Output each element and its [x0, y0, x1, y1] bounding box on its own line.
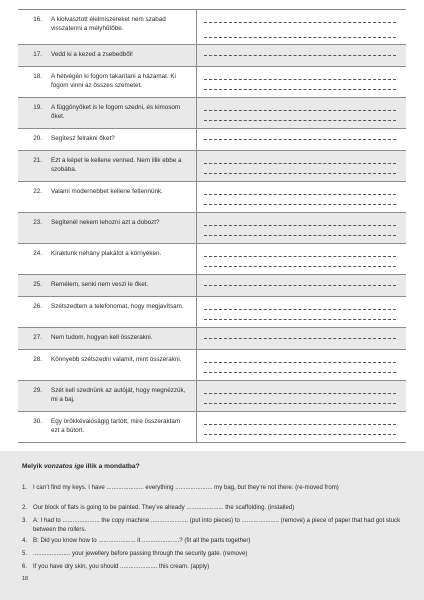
- answer-line[interactable]: [204, 120, 396, 121]
- answer-line[interactable]: [204, 338, 396, 339]
- column-divider: [196, 45, 197, 66]
- column-divider: [196, 129, 197, 150]
- row-sentence: Szétszedtem a telefonomat, hogy megjavítsam.: [51, 303, 184, 310]
- column-divider: [196, 10, 197, 44]
- row-sentence: A hétvégén ki fogom takarítani a házamat. Ki fogom vinni az összes szemetet.: [51, 73, 176, 89]
- exercise-item-number: 2.: [22, 504, 28, 511]
- row-number: 28.: [33, 356, 42, 363]
- answer-line[interactable]: [204, 89, 396, 90]
- table-row: [18, 151, 406, 182]
- row-number: 22.: [33, 188, 42, 195]
- answer-line[interactable]: [204, 194, 396, 195]
- exercise-title-start: Melyik: [22, 463, 44, 470]
- row-sentence: Remélem, senki nem veszi le őket.: [51, 281, 149, 288]
- answer-line[interactable]: [204, 55, 396, 56]
- answer-line[interactable]: [204, 309, 396, 310]
- answer-line[interactable]: [204, 319, 396, 320]
- exercise-item-number: 6.: [22, 563, 28, 570]
- row-sentence: Könnyebb szétszedni valamit, mint összerakni.: [51, 356, 182, 363]
- row-sentence: Segítenél nekem lehozni azt a dobozt?: [51, 219, 160, 226]
- row-number: 17.: [33, 51, 42, 58]
- sentence-table: [18, 9, 406, 443]
- exercise-item-number: 5.: [22, 550, 28, 557]
- column-divider: [196, 350, 197, 380]
- page-number: 18: [22, 576, 28, 582]
- exercise-title: [22, 463, 140, 470]
- answer-line[interactable]: [204, 110, 396, 111]
- row-number: 18.: [33, 73, 42, 80]
- row-number: 23.: [33, 219, 42, 226]
- column-divider: [196, 328, 197, 349]
- exercise-item-number: 3.: [22, 517, 28, 524]
- table-row: [18, 381, 406, 412]
- table-row: [18, 182, 406, 213]
- row-number: 19.: [33, 104, 42, 111]
- answer-line[interactable]: [204, 22, 396, 23]
- row-number: 25.: [33, 281, 42, 288]
- table-row: [18, 98, 406, 129]
- exercise-item-number: 4.: [22, 537, 28, 544]
- row-sentence: Nem tudom, hogyan kell összerakni.: [51, 334, 153, 341]
- exercise-item-text: B: Did you know how to ...................... it ......................? (fit all the parts together): [33, 537, 251, 544]
- exercise-title-emphasis: vonzatos ige: [44, 463, 84, 470]
- exercise-item-text: Our block of flats is going to be painted. They’ve already ...................... the scaffolding. (installed): [33, 504, 295, 511]
- row-sentence: Kiraktunk néhány plakátot a környéken.: [51, 250, 162, 257]
- row-number: 20.: [33, 135, 42, 142]
- table-row: [18, 328, 406, 350]
- table-row: [18, 45, 406, 67]
- answer-line[interactable]: [204, 434, 396, 435]
- row-number: 27.: [33, 334, 42, 341]
- table-row: [18, 297, 406, 328]
- answer-line[interactable]: [204, 285, 396, 286]
- row-sentence: Segítesz felrakni őket?: [51, 135, 115, 142]
- answer-line[interactable]: [204, 362, 396, 363]
- column-divider: [196, 412, 197, 442]
- row-number: 30.: [33, 418, 42, 425]
- answer-line[interactable]: [204, 204, 396, 205]
- exercise-item-text: If you have dry skin, you should ...................... this cream. (apply): [33, 563, 210, 570]
- column-divider: [196, 182, 197, 212]
- answer-line[interactable]: [204, 173, 396, 174]
- table-row: [18, 275, 406, 297]
- column-divider: [196, 98, 197, 128]
- column-divider: [196, 275, 197, 296]
- table-row: [18, 67, 406, 98]
- column-divider: [196, 381, 197, 411]
- table-row: [18, 129, 406, 151]
- exercise-box: [0, 451, 424, 600]
- exercise-item-text: A: I had to ...................... the copy machine ...................... (put into pieces) to ...................... (remove) a piece of paper that had got stuck between the rollers.: [33, 517, 401, 534]
- row-sentence: Vedd ki a kezed a zsebedből!: [51, 51, 133, 58]
- row-sentence: Valami modernebbet kellene feltennünk.: [51, 188, 163, 195]
- row-sentence: A kiolvasztott élelmiszereket nem szabad visszatenni a mélyhűtőbe.: [51, 16, 166, 32]
- answer-line[interactable]: [204, 266, 396, 267]
- column-divider: [196, 244, 197, 274]
- table-row: [18, 213, 406, 244]
- table-row: [18, 350, 406, 381]
- row-sentence: A függönyöket is le fogom szedni, és kimosom őket.: [51, 104, 181, 120]
- answer-line[interactable]: [204, 163, 396, 164]
- exercise-item-text: I can’t find my keys. I have ...................... everything ...................... my bag, but they’re not there. (re-moved from): [33, 484, 339, 491]
- row-number: 24.: [33, 250, 42, 257]
- row-sentence: Ezt a képet le kellene venned. Nem illik ebbe a szobába.: [51, 157, 182, 173]
- row-number: 29.: [33, 387, 42, 394]
- column-divider: [196, 67, 197, 97]
- table-row: [18, 9, 406, 45]
- answer-line[interactable]: [204, 139, 396, 140]
- answer-line[interactable]: [204, 37, 396, 38]
- column-divider: [196, 297, 197, 327]
- exercise-title-end: illik a mondatba?: [83, 463, 140, 470]
- exercise-item-text: ...................... your jewellery before passing through the security gate. (remove): [33, 550, 248, 557]
- row-number: 16.: [33, 16, 42, 23]
- answer-line[interactable]: [204, 403, 396, 404]
- row-number: 26.: [33, 303, 42, 310]
- answer-line[interactable]: [204, 372, 396, 373]
- answer-line[interactable]: [204, 393, 396, 394]
- table-row: [18, 412, 406, 443]
- row-number: 21.: [33, 157, 42, 164]
- answer-line[interactable]: [204, 225, 396, 226]
- row-sentence: Egy örökkévalóságig tartott, mire összeraktam ezt a bútort.: [51, 418, 181, 434]
- answer-line[interactable]: [204, 256, 396, 257]
- answer-line[interactable]: [204, 424, 396, 425]
- column-divider: [196, 151, 197, 181]
- answer-line[interactable]: [204, 79, 396, 80]
- exercise-item-number: 1.: [22, 484, 28, 491]
- row-sentence: Szét kell szednünk az autóját, hogy megnézzük, mi a baj.: [51, 387, 186, 403]
- column-divider: [196, 213, 197, 243]
- table-row: [18, 244, 406, 275]
- answer-line[interactable]: [204, 235, 396, 236]
